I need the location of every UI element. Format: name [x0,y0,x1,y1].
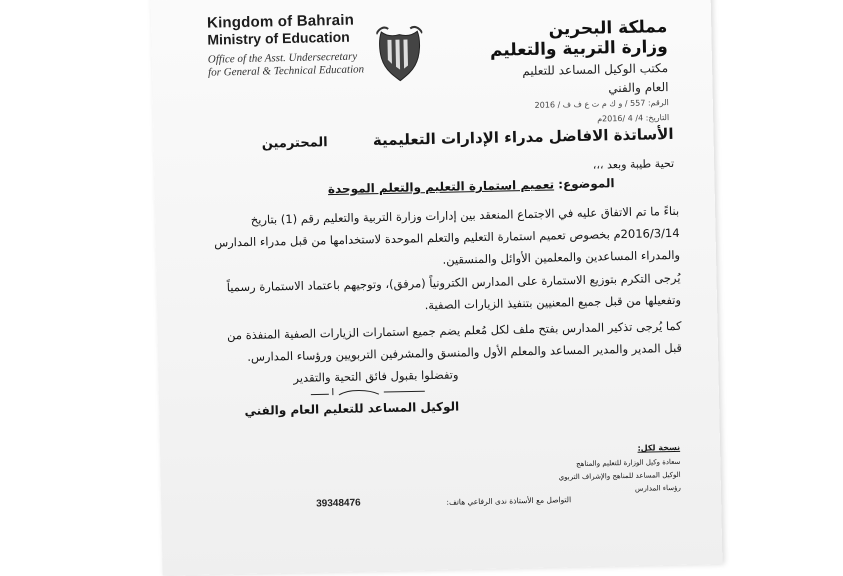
letter-paper [150,0,722,576]
paragraph-2: يُرجى التكرم بتوزيع الاستمارة على المدارس الكترونياً (مرفق)، وتوجيهم باعتماد الاستمارة رسمياً وتفعيلها من قبل جميع المعنيين بتنفيذ الزيارات الصفية. [226,270,682,313]
reference-date: التاريخ: 4/ 4 /2016م [597,113,670,124]
arabic-office-line-2: العام والفني [608,80,669,96]
subject-label: الموضوع: [558,176,615,192]
english-kingdom-title: Kingdom of Bahrain [206,11,355,32]
copies-title: نسخة لكل: [637,442,681,453]
signature-mark [309,382,429,399]
bahrain-emblem-logo [376,25,423,84]
copy-recipient: الوكيل المساعد للمناهج والإشراف التربوي [558,470,681,482]
copy-recipient: سعادة وكيل الوزارة للتعليم والمناهج [576,457,681,469]
english-office-line-1: Office of the Asst. Undersecretary [207,50,358,66]
english-ministry-title: Ministry of Education [207,28,350,48]
arabic-kingdom-title: مملكة البحرين [548,17,668,40]
contact-text: التواصل مع الأستاذة ندى الرفاعي هاتف: [446,495,572,507]
english-office-line-2: for General & Technical Education [207,63,365,79]
greeting: تحية طيبة وبعد ،،، [592,156,675,172]
arabic-ministry-title: وزارة التربية والتعليم [489,37,668,61]
closing-line: وتفضلوا بقبول فائق التحية والتقدير [293,367,459,385]
letter-document [150,0,722,576]
subject-text: تعميم استمارة التعليم والتعلم الموحدة [327,177,555,197]
copy-recipient: رؤساء المدارس [634,483,681,493]
honorific-text: المحترمين [261,135,328,152]
paragraph-3: كما يُرجى تذكير المدارس بفتح ملف لكل مُعلم يضم جميع استمارات الزيارات الصفية المنفذة من قبل المدير والمدير المساعد والمعلم الأول والمنسق والمشرفين التربويين ورؤساء المدارس. [226,318,683,364]
paragraph-1: بناءً ما تم الاتفاق عليه في الاجتماع المنعقد بين إدارات وزارة التربية والتعليم رقم (1) بتاريخ 2016/3/14م بخصوص تعميم استمارة التعليم والتعلم الموحدة لاستخدامها من قبل مدراء المدارس والمدراء المساعدين والمعلمين الأوائل والمنسقين. [213,203,681,267]
subject-line [294,176,614,197]
addressee-line [233,125,673,152]
arabic-letterhead [467,17,669,99]
addressee-text: الأساتذة الافاضل مدراء الإدارات التعليمية [372,124,674,150]
signatory-title: الوكيل المساعد للتعليم العام والفني [244,399,460,418]
arabic-office-line-1: مكتب الوكيل المساعد للتعليم [522,61,669,79]
reference-number: الرقم: 557 / و ك م ت ع ف ف / 2016 [534,98,669,110]
contact-phone-number: 39348476 [316,497,361,510]
